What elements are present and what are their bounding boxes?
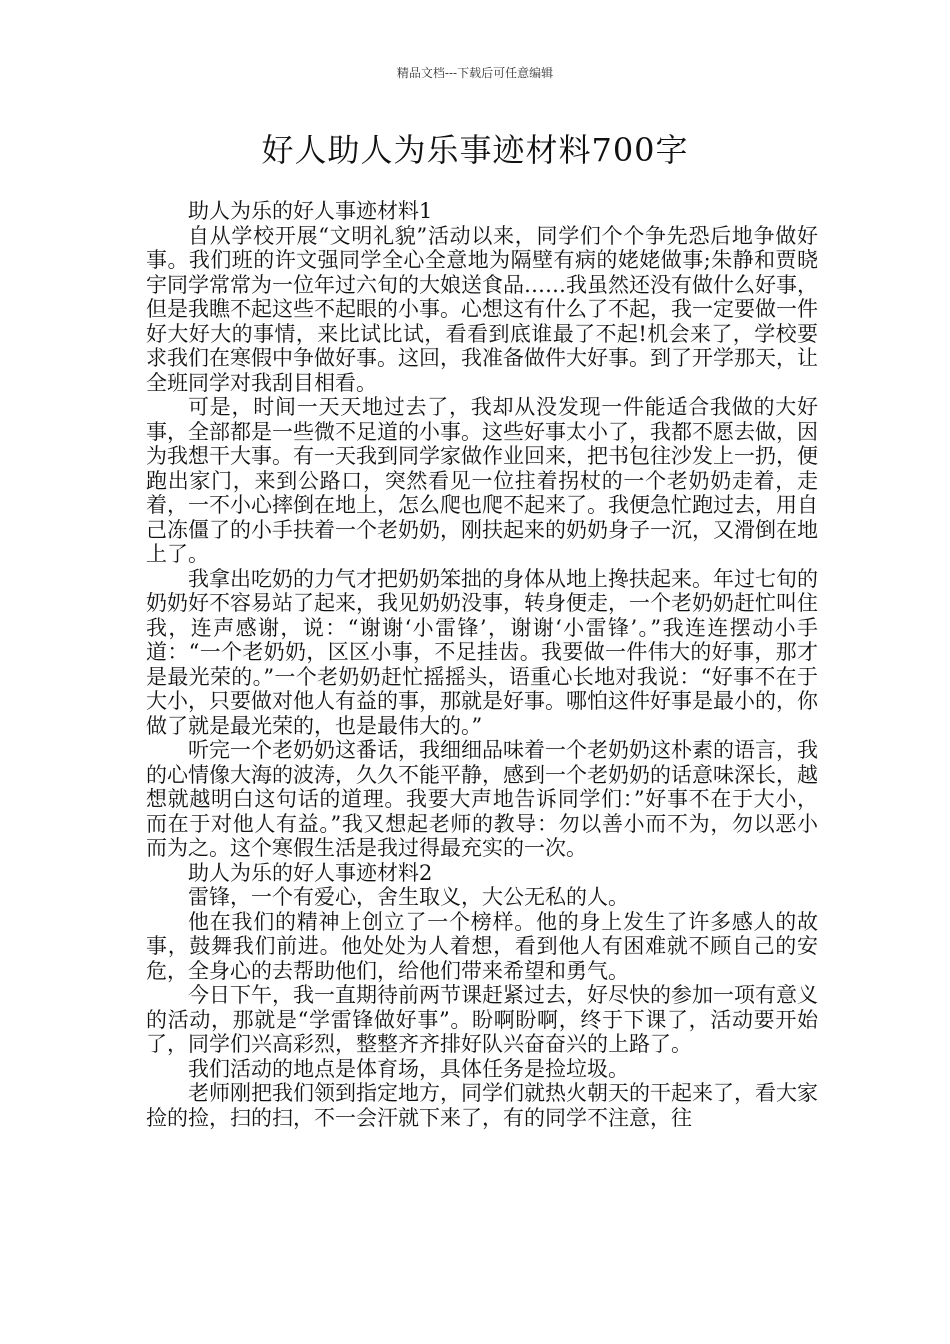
paragraph: 我拿出吃奶的力气才把奶奶笨拙的身体从地上搀扶起来。年过七旬的奶奶好不容易站了起来，我见奶奶没事，转身便走，一个老奶奶赶忙叫住我，连声感谢，说：“谢谢‘小雷锋’，谢谢‘小雷锋’。”我连连摆动小手道：“一个老奶奶，区区小事，不足挂齿。我要做一件伟大的好事，那才是最光荣的。”一个老奶奶赶忙摇摇头，语重心长地对我说：“好事不在于大小，只要做对他人有益的事，那就是好事。哪怕这件好事是最小的，你做了就是最光荣的，也是最伟大的。” (146, 566, 818, 738)
paragraph: 雷锋，一个有爱心，舍生取义，大公无私的人。 (188, 885, 629, 909)
paragraph: 我们活动的地点是体育场，具体任务是捡垃圾。 (188, 1056, 629, 1081)
document-title: 好人助人为乐事迹材料700字 (261, 131, 689, 169)
paragraph: 听完一个老奶奶这番话，我细细品味着一个老奶奶这朴素的语言，我的心情像大海的波涛，久久不能平静，感到一个老奶奶的话意味深长，越想就越明白这句话的道理。我要大声地告诉同学们：”好事不在于大小，而在于对他人有益。”我又想起老师的教导：勿以善小而不为，勿以恶小而为之。这个寒假生活是我过得最充实的一次。 (146, 738, 818, 860)
page-header: 精品文档---下载后可任意编辑 (396, 66, 554, 80)
document-body (146, 199, 818, 1130)
paragraph: 他在我们的精神上创立了一个榜样。他的身上发生了许多感人的故事，鼓舞我们前进。他处处为人着想，看到他人有困难就不顾自己的安危，全身心的去帮助他们，给他们带来希望和勇气。 (146, 909, 818, 983)
paragraph: 助人为乐的好人事迹材料1 (188, 199, 433, 223)
paragraph: 助人为乐的好人事迹材料2 (188, 860, 433, 885)
paragraph: 可是，时间一天天地过去了，我却从没发现一件能适合我做的大好事，全部都是一些微不足道的小事。这些好事太小了，我都不愿去做，因为我想干大事。有一天我到同学家做作业回来，把书包往沙发上一扔，便跑出家门，来到公路口，突然看见一位拄着拐杖的一个老奶奶走着，走着，一不小心摔倒在地上，怎么爬也爬不起来了。我便急忙跑过去，用自己冻僵了的小手扶着一个老奶奶，刚扶起来的奶奶身子一沉，又滑倒在地上了。 (146, 395, 818, 566)
paragraph: 老师刚把我们领到指定地方，同学们就热火朝天的干起来了，看大家捡的捡，扫的扫，不一会汗就下来了，有的同学不注意，往 (146, 1081, 818, 1130)
paragraph: 自从学校开展“文明礼貌”活动以来，同学们个个争先恐后地争做好事。我们班的许文强同学全心全意地为隔壁有病的姥姥做事;朱静和贾晓宇同学常常为一位年过六旬的大娘送食品……我虽然还没有做什么好事，但是我瞧不起这些不起眼的小事。心想这有什么了不起，我一定要做一件好大好大的事情，来比试比试，看看到底谁最了不起!机会来了，学校要求我们在寒假中争做好事。这回，我准备做件大好事。到了开学那天，让全班同学对我刮目相看。 (146, 223, 818, 395)
paragraph: 今日下午，我一直期待前两节课赶紧过去，好尽快的参加一项有意义的活动，那就是“学雷锋做好事”。盼啊盼啊，终于下课了，活动要开始了，同学们兴高彩烈，整整齐齐排好队兴奋奋兴的上路了。 (146, 983, 818, 1056)
